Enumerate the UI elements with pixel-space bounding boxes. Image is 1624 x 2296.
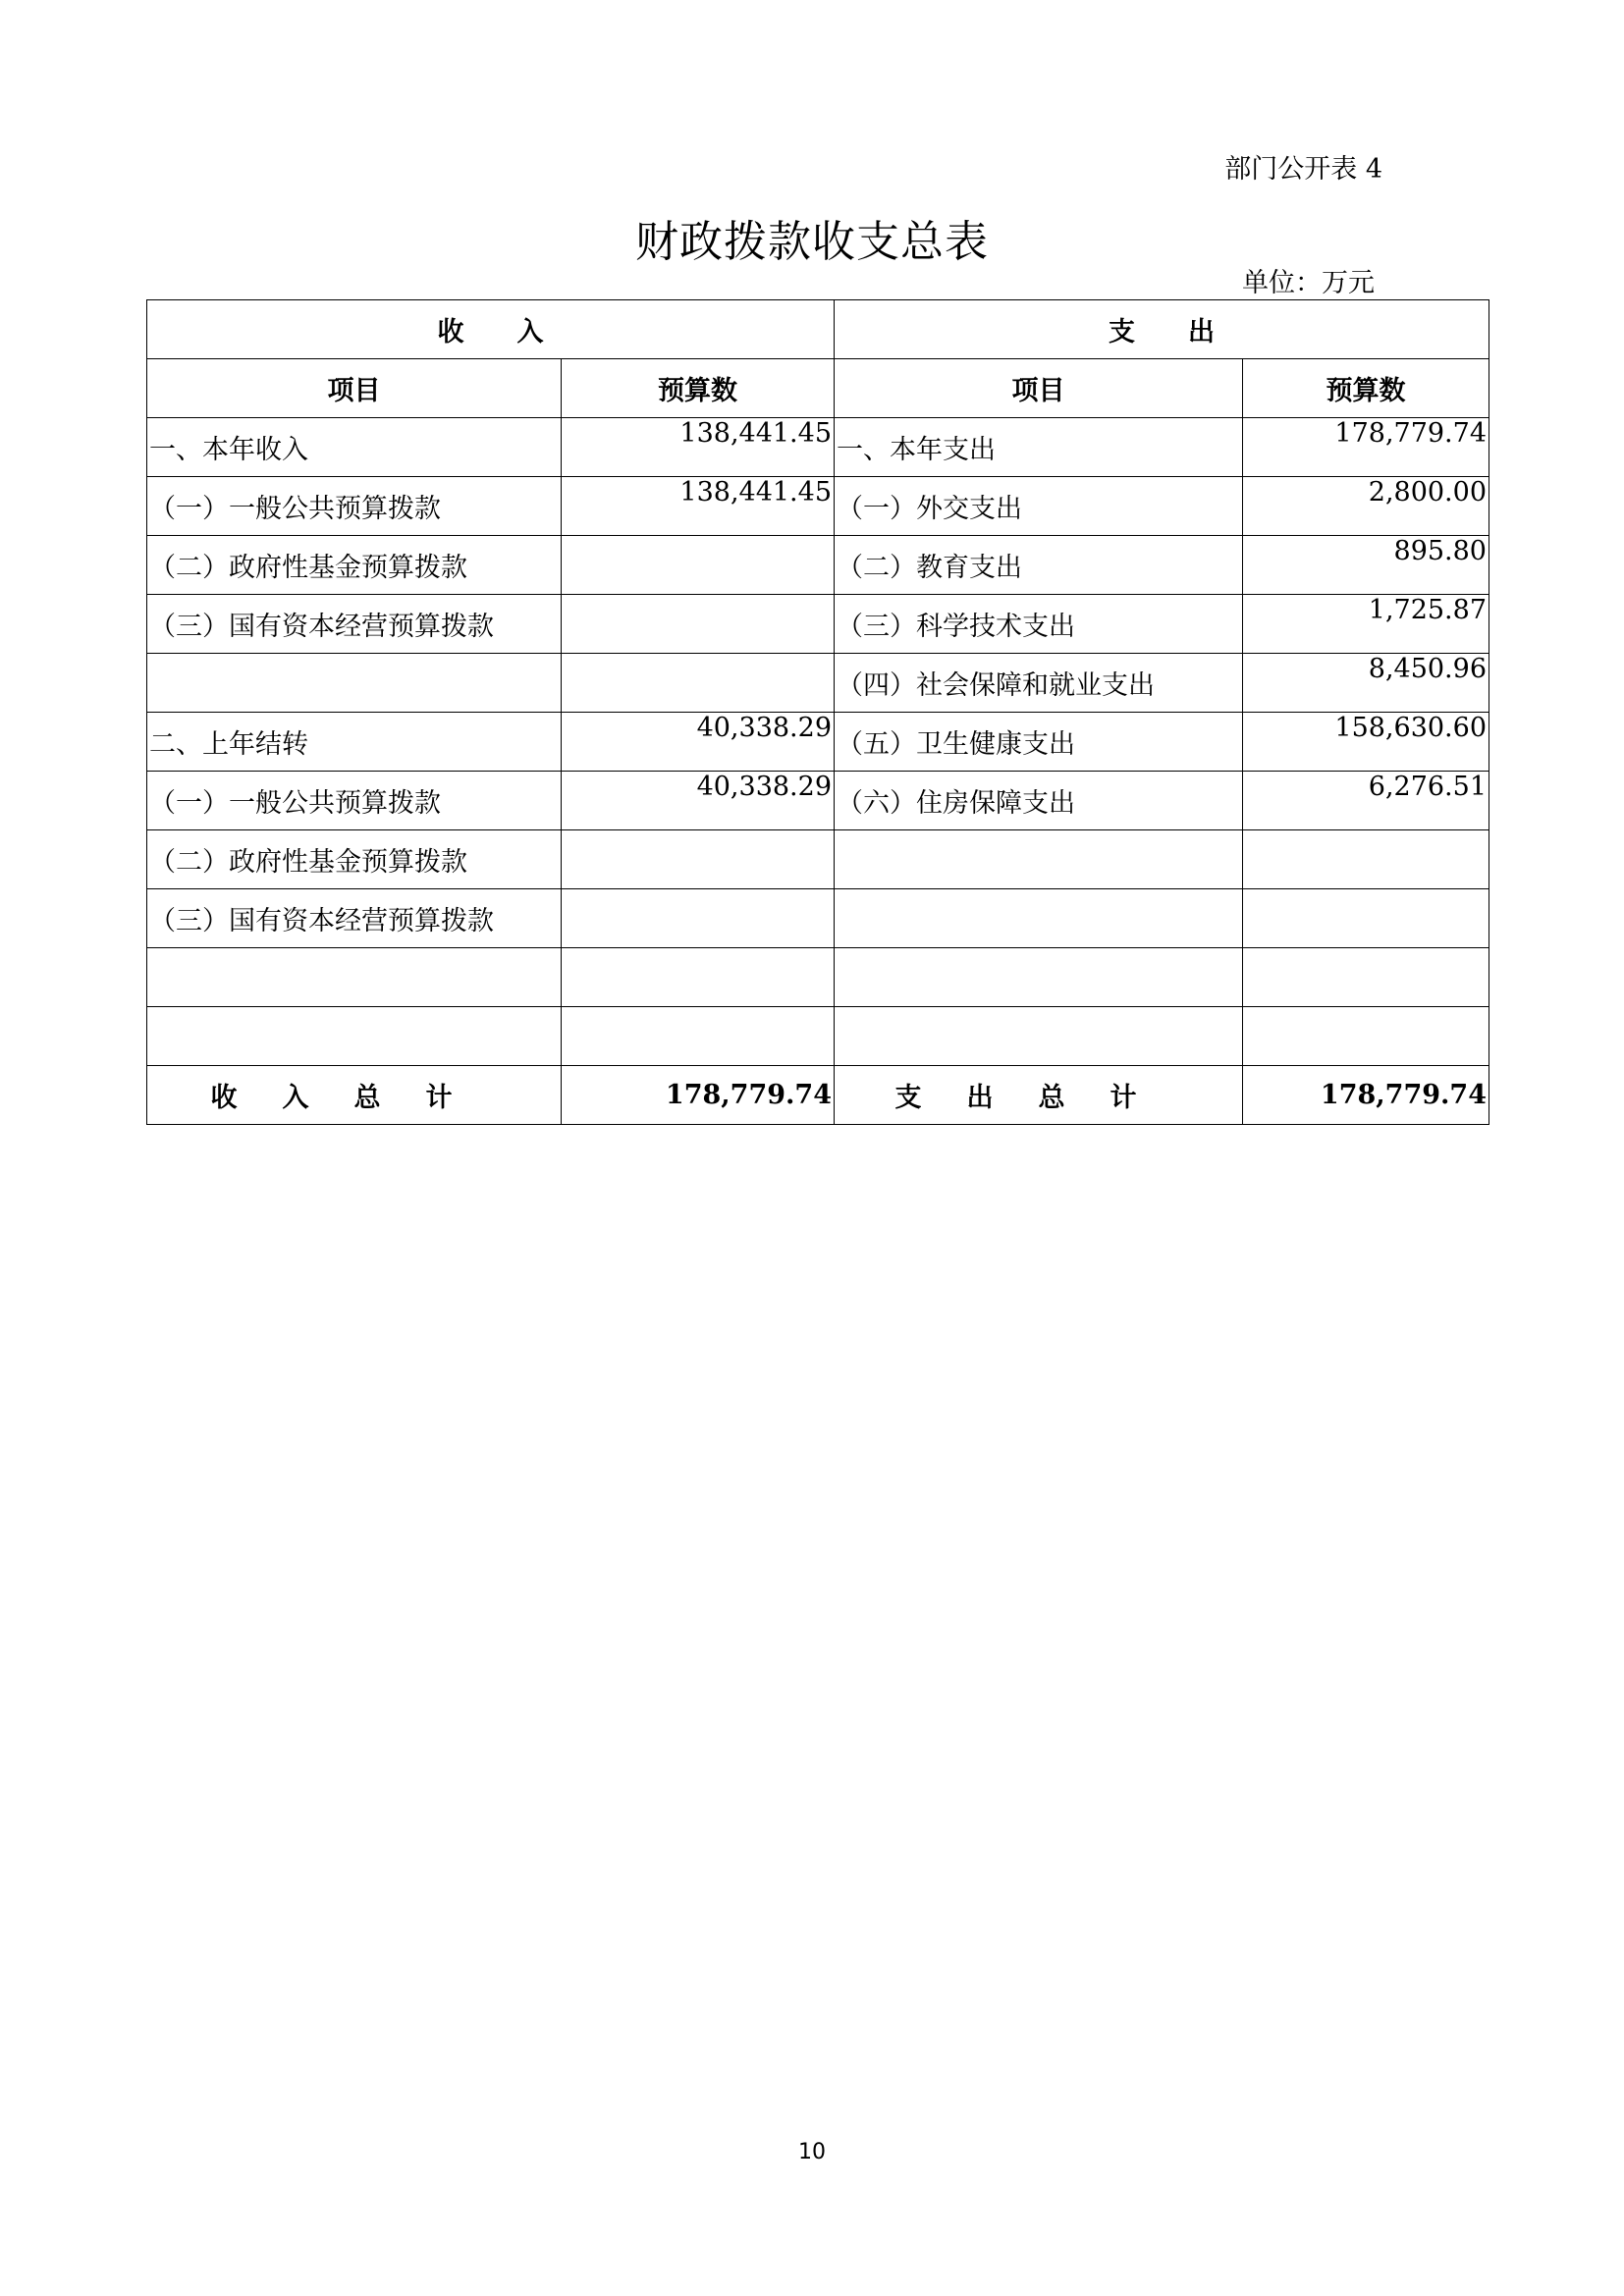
expense-item-cell: 一、本年支出 xyxy=(835,418,1243,477)
income-item-cell xyxy=(147,948,562,1007)
table-row xyxy=(147,654,1489,713)
page-title: 财政拨款收支总表 xyxy=(635,217,989,267)
income-value-cell: 40,338.29 xyxy=(562,713,835,772)
expense-item-cell: （四）社会保障和就业支出 xyxy=(835,654,1243,713)
expense-value-cell: 158,630.60 xyxy=(1243,713,1489,772)
expense-item-cell xyxy=(835,1007,1243,1066)
income-value-cell xyxy=(562,948,835,1007)
income-value-cell xyxy=(562,654,835,713)
expense-budget-header: 预算数 xyxy=(1243,359,1489,418)
income-value-cell xyxy=(562,595,835,654)
table-row xyxy=(147,595,1489,654)
income-item-cell xyxy=(147,1007,562,1066)
income-item-cell: （三）国有资本经营预算拨款 xyxy=(147,889,562,948)
expense-value-cell: 2,800.00 xyxy=(1243,477,1489,536)
section-header-row xyxy=(147,300,1489,359)
income-item-cell: 一、本年收入 xyxy=(147,418,562,477)
income-value-cell xyxy=(562,536,835,595)
expense-item-cell: （三）科学技术支出 xyxy=(835,595,1243,654)
expense-header: 支 出 xyxy=(835,300,1489,359)
expense-total-label: 支出总计 xyxy=(835,1066,1243,1125)
income-value-cell: 40,338.29 xyxy=(562,772,835,830)
income-value-cell xyxy=(562,889,835,948)
expense-item-cell xyxy=(835,889,1243,948)
expense-value-cell xyxy=(1243,830,1489,889)
income-value-cell: 138,441.45 xyxy=(562,477,835,536)
income-budget-header: 预算数 xyxy=(562,359,835,418)
income-item-cell: （一）一般公共预算拨款 xyxy=(147,772,562,830)
income-total-label: 收入总计 xyxy=(147,1066,562,1125)
table-row xyxy=(147,713,1489,772)
expense-value-cell: 895.80 xyxy=(1243,536,1489,595)
table-row xyxy=(147,1007,1489,1066)
table-row xyxy=(147,477,1489,536)
income-item-header: 项目 xyxy=(147,359,562,418)
table-row xyxy=(147,536,1489,595)
income-item-cell: （二）政府性基金预算拨款 xyxy=(147,536,562,595)
unit-label: 单位：万元 xyxy=(1242,268,1375,298)
expense-item-cell: （一）外交支出 xyxy=(835,477,1243,536)
income-header: 收 入 xyxy=(147,300,835,359)
income-item-cell: （二）政府性基金预算拨款 xyxy=(147,830,562,889)
budget-table xyxy=(146,299,1489,1125)
table-row xyxy=(147,948,1489,1007)
expense-item-cell xyxy=(835,948,1243,1007)
expense-item-header: 项目 xyxy=(835,359,1243,418)
expense-value-cell: 8,450.96 xyxy=(1243,654,1489,713)
income-total-value: 178,779.74 xyxy=(562,1066,835,1125)
expense-value-cell xyxy=(1243,889,1489,948)
income-value-cell xyxy=(562,1007,835,1066)
expense-value-cell: 1,725.87 xyxy=(1243,595,1489,654)
income-item-cell: 二、上年结转 xyxy=(147,713,562,772)
total-row xyxy=(147,1066,1489,1125)
income-item-cell: （三）国有资本经营预算拨款 xyxy=(147,595,562,654)
expense-item-cell: （二）教育支出 xyxy=(835,536,1243,595)
expense-item-cell: （六）住房保障支出 xyxy=(835,772,1243,830)
expense-value-cell: 6,276.51 xyxy=(1243,772,1489,830)
table-row xyxy=(147,889,1489,948)
page-number: 10 xyxy=(798,2140,826,2164)
expense-total-value: 178,779.74 xyxy=(1243,1066,1489,1125)
table-row xyxy=(147,418,1489,477)
expense-value-cell: 178,779.74 xyxy=(1243,418,1489,477)
column-header-row xyxy=(147,359,1489,418)
table-row xyxy=(147,830,1489,889)
income-item-cell: （一）一般公共预算拨款 xyxy=(147,477,562,536)
expense-item-cell: （五）卫生健康支出 xyxy=(835,713,1243,772)
expense-item-cell xyxy=(835,830,1243,889)
income-value-cell: 138,441.45 xyxy=(562,418,835,477)
table-number: 部门公开表 4 xyxy=(1224,154,1382,185)
expense-value-cell xyxy=(1243,1007,1489,1066)
table-row xyxy=(147,772,1489,830)
income-item-cell xyxy=(147,654,562,713)
income-value-cell xyxy=(562,830,835,889)
expense-value-cell xyxy=(1243,948,1489,1007)
